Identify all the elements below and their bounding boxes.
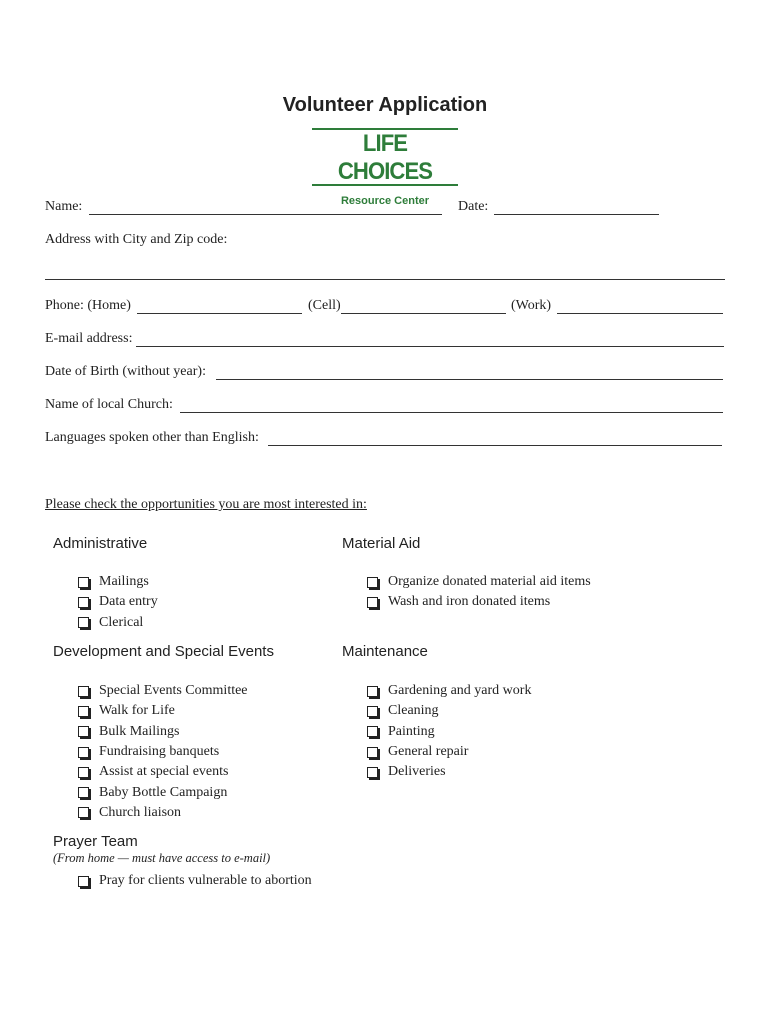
checkbox-icon[interactable] — [78, 597, 89, 608]
material-aid-list — [367, 572, 591, 613]
checkbox-special-events-committee[interactable]: Special Events Committee — [78, 681, 248, 701]
checkbox-icon[interactable] — [78, 686, 89, 697]
checkbox-icon[interactable] — [78, 807, 89, 818]
checkbox-icon[interactable] — [367, 686, 378, 697]
languages-field[interactable] — [268, 445, 722, 446]
checkbox-icon[interactable] — [367, 726, 378, 737]
phone-cell-field[interactable] — [341, 313, 506, 314]
checkbox-church-liaison[interactable]: Church liaison — [78, 803, 248, 823]
phone-cell-label: (Cell) — [308, 298, 341, 313]
checkbox-painting[interactable]: Painting — [367, 722, 531, 742]
checkbox-icon[interactable] — [78, 767, 89, 778]
checkbox-bulk-mailings[interactable]: Bulk Mailings — [78, 722, 248, 742]
checkbox-icon[interactable] — [78, 577, 89, 588]
checkbox-icon[interactable] — [367, 577, 378, 588]
logo-name: LIFE CHOICES — [337, 130, 433, 185]
prayer-note: (From home — must have access to e-mail) — [53, 851, 271, 865]
checkbox-icon[interactable] — [367, 597, 378, 608]
languages-label: Languages spoken other than English: — [45, 430, 259, 445]
checkbox-data-entry[interactable]: Data entry — [78, 592, 158, 612]
address-label: Address with City and Zip code: — [45, 232, 228, 247]
organization-logo — [308, 128, 462, 207]
checkbox-icon[interactable] — [367, 706, 378, 717]
phone-home-field[interactable] — [137, 313, 302, 314]
checkbox-icon[interactable] — [367, 747, 378, 758]
date-label: Date: — [458, 199, 489, 214]
checkbox-clerical[interactable]: Clerical — [78, 613, 158, 633]
checkbox-organize-material-aid[interactable]: Organize donated material aid items — [367, 572, 591, 592]
checkbox-general-repair[interactable]: General repair — [367, 742, 531, 762]
section-prayer-title: Prayer Team — [53, 833, 138, 850]
checkbox-icon[interactable] — [78, 706, 89, 717]
section-material-aid-title: Material Aid — [342, 535, 421, 552]
checkbox-icon[interactable] — [78, 787, 89, 798]
date-field[interactable] — [494, 214, 659, 215]
instructions: Please check the opportunities you are most interested in: — [45, 497, 367, 512]
checkbox-walk-for-life[interactable]: Walk for Life — [78, 701, 248, 721]
name-label: Name: — [45, 199, 83, 214]
logo-subtitle: Resource Center — [340, 195, 430, 207]
phone-work-label: (Work) — [511, 298, 552, 313]
dob-label: Date of Birth (without year): — [45, 364, 206, 379]
church-label: Name of local Church: — [45, 397, 173, 412]
name-field[interactable] — [89, 214, 442, 215]
maintenance-list — [367, 681, 531, 782]
phone-work-field[interactable] — [557, 313, 723, 314]
email-field[interactable] — [136, 346, 724, 347]
checkbox-baby-bottle-campaign[interactable]: Baby Bottle Campaign — [78, 782, 248, 802]
section-maintenance-title: Maintenance — [342, 643, 428, 660]
dob-field[interactable] — [216, 379, 723, 380]
checkbox-icon[interactable] — [78, 747, 89, 758]
development-list — [78, 681, 248, 823]
checkbox-assist-special-events[interactable]: Assist at special events — [78, 762, 248, 782]
checkbox-cleaning[interactable]: Cleaning — [367, 701, 531, 721]
checkbox-mailings[interactable]: Mailings — [78, 572, 158, 592]
checkbox-icon[interactable] — [78, 876, 89, 887]
checkbox-icon[interactable] — [78, 726, 89, 737]
address-field[interactable] — [45, 279, 725, 280]
church-field[interactable] — [180, 412, 723, 413]
checkbox-fundraising-banquets[interactable]: Fundraising banquets — [78, 742, 248, 762]
checkbox-deliveries[interactable]: Deliveries — [367, 762, 531, 782]
checkbox-icon[interactable] — [78, 617, 89, 628]
prayer-list — [78, 871, 312, 891]
page-title: Volunteer Application — [282, 94, 488, 116]
administrative-list — [78, 572, 158, 633]
checkbox-gardening[interactable]: Gardening and yard work — [367, 681, 531, 701]
email-label: E-mail address: — [45, 331, 133, 346]
section-development-title: Development and Special Events — [53, 643, 274, 660]
checkbox-wash-iron[interactable]: Wash and iron donated items — [367, 592, 591, 612]
phone-home-label: Phone: (Home) — [45, 298, 131, 313]
checkbox-icon[interactable] — [367, 767, 378, 778]
checkbox-pray-for-clients[interactable]: Pray for clients vulnerable to abortion — [78, 871, 312, 891]
section-administrative-title: Administrative — [53, 535, 148, 552]
